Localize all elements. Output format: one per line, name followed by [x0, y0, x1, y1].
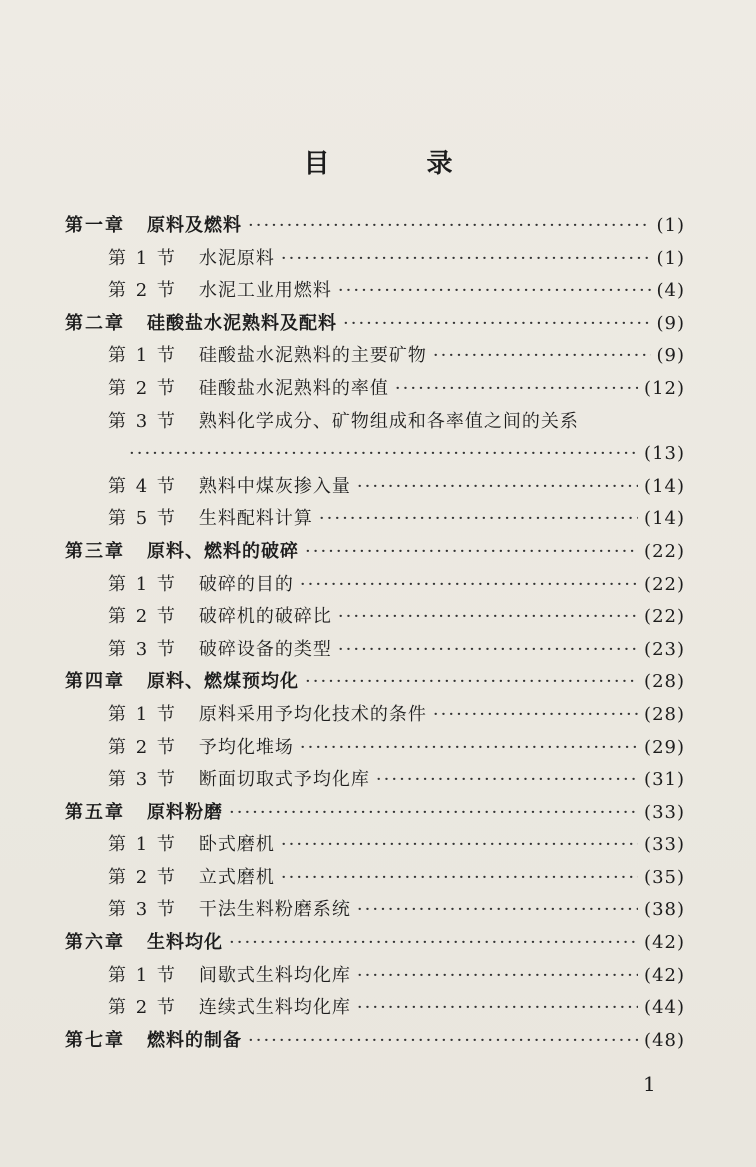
dot-leader	[357, 894, 638, 927]
chapter-number: 第七章	[65, 1029, 125, 1051]
toc-section-row	[65, 699, 685, 732]
page-reference: (42)	[644, 932, 685, 954]
toc-section-row	[65, 373, 685, 406]
chapter-title: 生料均化	[147, 932, 223, 954]
toc-section-row	[65, 569, 685, 602]
section-title: 生料配料计算	[198, 508, 313, 530]
section-number: 第 3 节	[108, 410, 177, 432]
dot-leader	[395, 373, 638, 406]
page-reference: (38)	[644, 899, 685, 921]
section-number: 第 2 节	[108, 866, 177, 888]
page-reference: (22)	[644, 573, 685, 595]
toc-section-row	[65, 601, 685, 634]
toc-entry-label	[108, 764, 370, 797]
section-number: 第 4 节	[108, 475, 177, 497]
chapter-number: 第二章	[65, 312, 125, 334]
page-reference: (22)	[644, 606, 685, 628]
page-reference: (1)	[656, 215, 685, 236]
toc-continuation-row	[65, 438, 685, 471]
dot-leader	[248, 210, 651, 243]
section-number: 第 1 节	[108, 247, 177, 269]
toc-section-row	[65, 764, 685, 797]
dot-leader	[229, 927, 638, 960]
toc-entry-label	[65, 1025, 242, 1058]
dot-leader	[343, 308, 651, 341]
toc-section-row	[65, 829, 685, 862]
section-title: 断面切取式予均化库	[198, 769, 370, 791]
page-reference: (35)	[644, 866, 685, 888]
page-reference: (33)	[644, 834, 685, 856]
page-reference: (48)	[644, 1029, 685, 1051]
section-title: 破碎设备的类型	[198, 638, 332, 660]
page-reference: (28)	[644, 671, 685, 693]
page-reference: (23)	[644, 638, 685, 660]
toc-section-row	[65, 340, 685, 373]
dot-leader	[305, 666, 638, 699]
section-number: 第 1 节	[108, 345, 177, 367]
toc-section-row	[65, 634, 685, 667]
toc-entry-label	[108, 406, 579, 439]
page-reference: (31)	[644, 769, 685, 791]
section-title: 间歇式生料均化库	[198, 964, 351, 986]
page-reference: (9)	[656, 312, 685, 334]
dot-leader	[305, 536, 638, 569]
chapter-number: 第一章	[65, 215, 125, 236]
toc-section-row	[65, 243, 685, 276]
toc-section-row	[65, 862, 685, 895]
toc-entry-label	[108, 634, 332, 667]
dot-leader	[338, 275, 651, 308]
toc-section-row	[65, 894, 685, 927]
toc-chapter-row	[65, 308, 685, 341]
dot-leader	[129, 438, 638, 471]
dot-leader	[357, 471, 638, 504]
toc-chapter-row	[65, 1025, 685, 1058]
dot-leader	[338, 634, 638, 667]
toc-section-row	[65, 503, 685, 536]
toc-entry-label	[108, 243, 275, 276]
section-title: 破碎的目的	[198, 573, 294, 595]
dot-leader	[281, 862, 638, 895]
page-reference: (14)	[644, 475, 685, 497]
section-number: 第 2 节	[108, 736, 177, 758]
dot-leader	[300, 569, 638, 602]
section-number: 第 1 节	[108, 573, 177, 595]
page-reference: (4)	[656, 280, 685, 302]
section-title: 予均化堆场	[198, 736, 294, 758]
toc-entry-label	[65, 210, 242, 243]
dot-leader	[319, 503, 638, 536]
section-number: 第 1 节	[108, 703, 177, 725]
dot-leader	[376, 764, 638, 797]
table-of-contents	[65, 210, 685, 1057]
dot-leader	[357, 992, 638, 1025]
toc-section-row	[65, 471, 685, 504]
section-title: 熟料化学成分、矿物组成和各率值之间的关系	[198, 410, 579, 432]
toc-entry-label	[108, 992, 351, 1025]
toc-section-row	[65, 275, 685, 308]
section-title: 卧式磨机	[198, 834, 275, 856]
dot-leader	[281, 829, 638, 862]
chapter-title: 硅酸盐水泥熟料及配料	[147, 312, 337, 334]
toc-section-row	[65, 960, 685, 993]
toc-chapter-row	[65, 666, 685, 699]
toc-section-row	[65, 406, 685, 439]
section-title: 干法生料粉磨系统	[198, 899, 351, 921]
section-number: 第 1 节	[108, 834, 177, 856]
section-title: 水泥工业用燃料	[198, 280, 332, 302]
chapter-number: 第五章	[65, 801, 125, 823]
page-number: 1	[643, 1072, 656, 1096]
page-reference: (44)	[644, 997, 685, 1019]
toc-entry-label	[65, 797, 223, 830]
dot-leader	[229, 797, 638, 830]
dot-leader	[300, 732, 638, 765]
page-reference: (33)	[644, 801, 685, 823]
toc-entry-label	[108, 732, 294, 765]
section-title: 硅酸盐水泥熟料的率值	[198, 377, 389, 399]
section-title: 硅酸盐水泥熟料的主要矿物	[198, 345, 427, 367]
chapter-number: 第四章	[65, 671, 125, 693]
dot-leader	[281, 243, 651, 276]
section-title: 连续式生料均化库	[198, 997, 351, 1019]
toc-entry-label	[108, 340, 427, 373]
toc-entry-label	[108, 503, 313, 536]
toc-entry-label	[65, 308, 337, 341]
section-title: 原料采用予均化技术的条件	[198, 703, 427, 725]
page-reference: (22)	[644, 540, 685, 562]
dot-leader	[433, 340, 651, 373]
dot-leader	[357, 960, 638, 993]
page-reference: (9)	[656, 345, 685, 367]
chapter-title: 原料、燃煤预均化	[147, 671, 299, 693]
section-number: 第 2 节	[108, 377, 177, 399]
toc-entry-label	[108, 960, 351, 993]
toc-entry-label	[108, 829, 275, 862]
chapter-title: 原料、燃料的破碎	[147, 540, 299, 562]
section-number: 第 2 节	[108, 280, 177, 302]
chapter-number: 第六章	[65, 932, 125, 954]
toc-entry-label	[65, 536, 299, 569]
chapter-title: 原料及燃料	[147, 215, 242, 236]
toc-chapter-row	[65, 927, 685, 960]
section-number: 第 3 节	[108, 769, 177, 791]
section-title: 熟料中煤灰掺入量	[198, 475, 351, 497]
toc-entry-label	[65, 927, 223, 960]
toc-chapter-row	[65, 797, 685, 830]
section-number: 第 3 节	[108, 638, 177, 660]
page-reference: (29)	[644, 736, 685, 758]
page-reference: (14)	[644, 508, 685, 530]
chapter-title: 原料粉磨	[147, 801, 223, 823]
dot-leader	[433, 699, 638, 732]
page-reference: (42)	[644, 964, 685, 986]
section-title: 立式磨机	[198, 866, 275, 888]
section-number: 第 5 节	[108, 508, 177, 530]
toc-entry-label	[108, 601, 332, 634]
section-title: 破碎机的破碎比	[198, 606, 332, 628]
section-title: 水泥原料	[198, 247, 275, 269]
toc-entry-label	[108, 699, 427, 732]
page-reference: (1)	[656, 247, 685, 269]
chapter-number: 第三章	[65, 540, 125, 562]
toc-entry-label	[65, 666, 299, 699]
page-reference: (28)	[644, 703, 685, 725]
toc-section-row	[65, 732, 685, 765]
toc-entry-label	[108, 373, 389, 406]
dot-leader	[248, 1025, 638, 1058]
toc-entry-label	[108, 275, 332, 308]
page-title: 目 录	[303, 149, 497, 179]
toc-entry-label	[108, 471, 351, 504]
toc-chapter-row	[65, 210, 685, 243]
section-number: 第 3 节	[108, 899, 177, 921]
section-number: 第 2 节	[108, 606, 177, 628]
section-number: 第 2 节	[108, 997, 177, 1019]
toc-chapter-row	[65, 536, 685, 569]
section-number: 第 1 节	[108, 964, 177, 986]
toc-entry-label	[108, 569, 294, 602]
toc-section-row	[65, 992, 685, 1025]
chapter-title: 燃料的制备	[147, 1029, 242, 1051]
toc-entry-label	[108, 894, 351, 927]
page-reference: (12)	[644, 377, 685, 399]
toc-entry-label	[108, 862, 275, 895]
dot-leader	[338, 601, 638, 634]
page-reference: (13)	[644, 443, 685, 465]
